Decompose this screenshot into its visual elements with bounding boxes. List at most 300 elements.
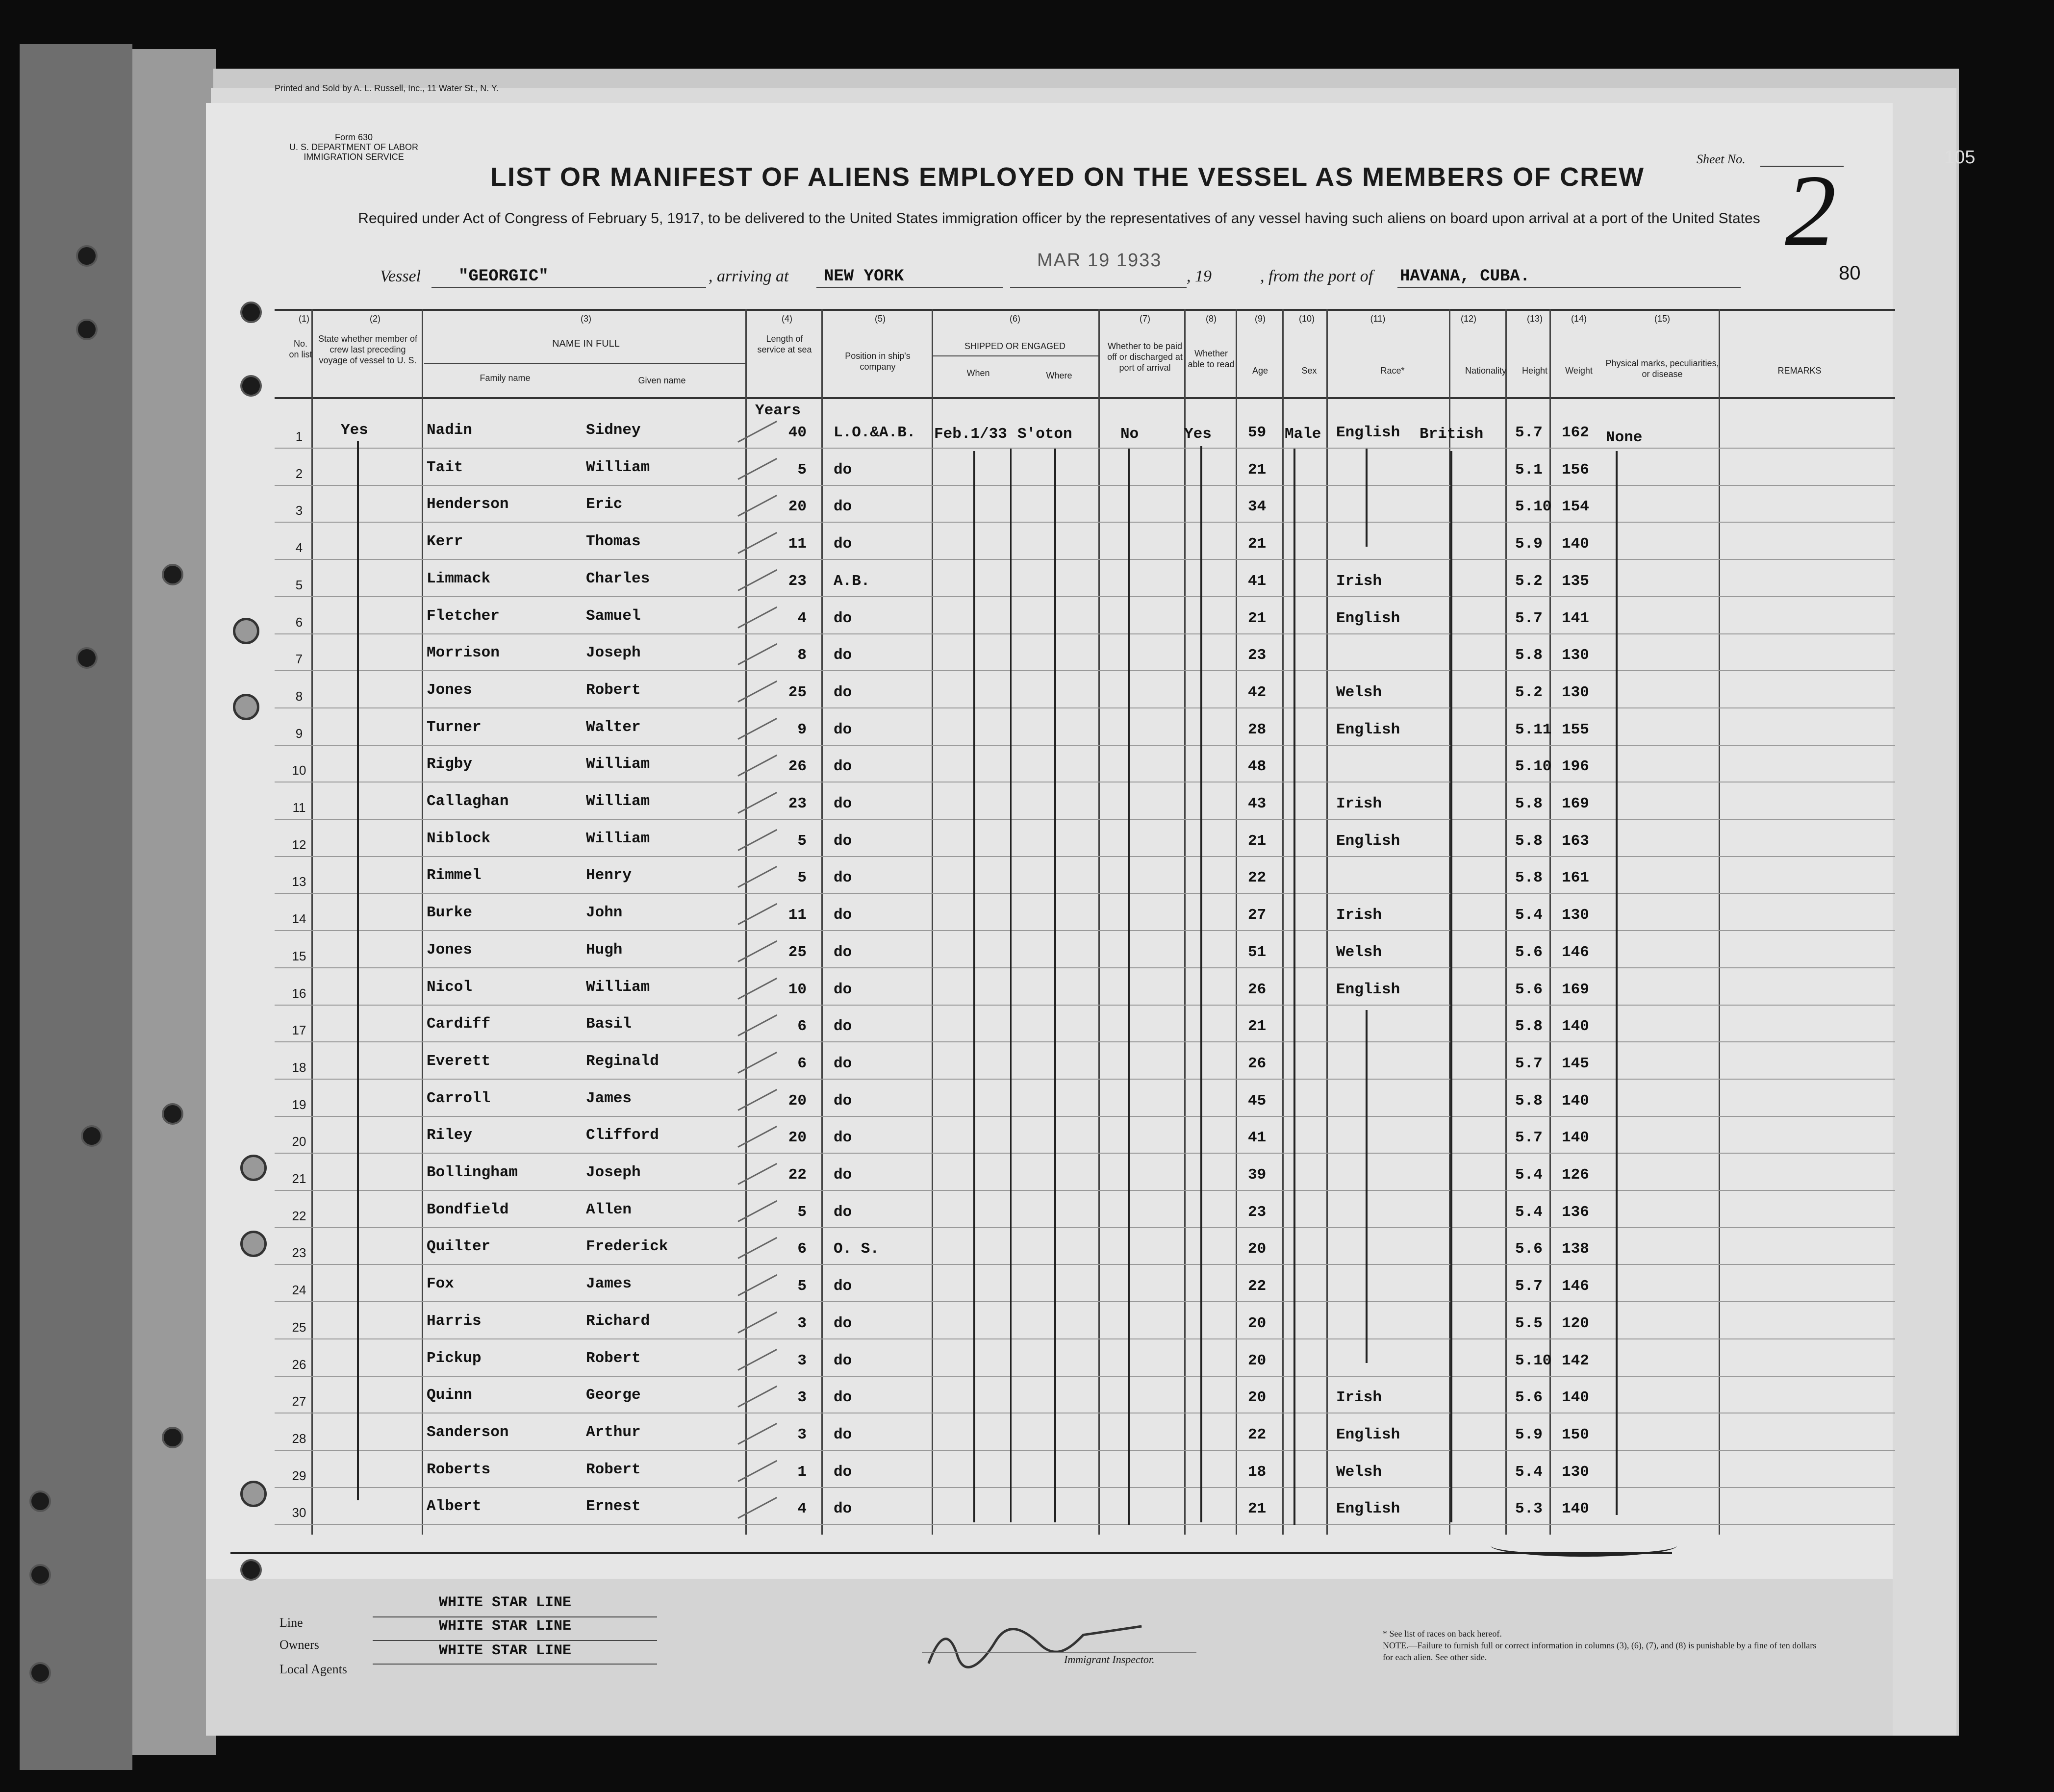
row-rule: [275, 1487, 1895, 1488]
given-name-cell: Allen: [586, 1201, 632, 1218]
name-header-rule: [424, 363, 745, 364]
arriving-port: NEW YORK: [824, 267, 904, 286]
race-cell: English: [1336, 609, 1400, 627]
punch-hole-icon: [162, 1103, 183, 1125]
family-name-cell: Fox: [427, 1275, 454, 1293]
column-number: (14): [1571, 314, 1587, 324]
row-rule: [275, 522, 1895, 523]
age-cell: 20: [1248, 1240, 1267, 1258]
punch-hole-icon: [29, 1662, 51, 1684]
row-number-cell: 25: [292, 1319, 306, 1335]
height-cell: 5.8: [1515, 1018, 1543, 1035]
row-number-cell: 17: [292, 1023, 306, 1038]
position-cell: do: [834, 1166, 852, 1184]
family-name-cell: Everett: [427, 1052, 491, 1070]
punch-hole-icon: [240, 302, 262, 323]
given-name-cell: Arthur: [586, 1423, 641, 1441]
row-number-cell: 1: [295, 429, 303, 444]
ditto-line: [1054, 449, 1056, 1522]
from-underline: [1397, 287, 1741, 288]
position-cell: do: [834, 1278, 852, 1295]
height-cell: 5.4: [1515, 1166, 1543, 1184]
col-name-in-full: NAME IN FULL: [552, 338, 620, 349]
service-years-cell: 23: [788, 572, 807, 590]
height-cell: 5.10: [1515, 758, 1552, 776]
service-years-cell: 8: [797, 647, 807, 664]
column-number: (13): [1526, 314, 1543, 324]
row-number-cell: 30: [292, 1505, 306, 1520]
service-years-cell: 20: [788, 1129, 807, 1147]
service-years-cell: 5: [797, 1203, 807, 1221]
family-name-cell: Albert: [427, 1498, 482, 1515]
position-cell: do: [834, 647, 852, 664]
row-rule: [275, 1153, 1895, 1154]
weight-cell: 140: [1562, 1129, 1589, 1147]
row-number-cell: 15: [292, 948, 306, 963]
given-name-cell: William: [586, 830, 650, 847]
col-physical-marks: Physical marks, peculiarities, or disease: [1605, 358, 1719, 379]
col-shipped: SHIPPED OR ENGAGED: [964, 341, 1066, 351]
page-number: 105: [1944, 147, 1976, 168]
age-cell: 41: [1248, 572, 1267, 590]
column-rule: [821, 309, 823, 1535]
column-rule: [1326, 309, 1328, 1535]
punch-hole-icon: [240, 375, 262, 397]
previous-voyage-value: Yes: [341, 422, 368, 439]
shipped-header-rule: [932, 355, 1098, 356]
col-when: When: [966, 368, 990, 378]
height-cell: 5.10: [1515, 498, 1552, 516]
position-cell: do: [834, 1314, 852, 1332]
row-number-cell: 24: [292, 1283, 306, 1298]
punch-hole-icon: [240, 1231, 267, 1257]
position-cell: do: [834, 1463, 852, 1481]
column-number: (4): [782, 314, 792, 324]
row-number-cell: 5: [295, 577, 303, 592]
col-able-read: Whether able to read: [1188, 349, 1235, 369]
height-cell: 5.6: [1515, 1389, 1543, 1407]
column-rule: [422, 309, 423, 1535]
height-cell: 5.8: [1515, 1092, 1543, 1110]
family-name-cell: Kerr: [427, 533, 463, 551]
family-name-cell: Limmack: [427, 570, 491, 587]
weight-cell: 156: [1562, 461, 1589, 479]
column-number: (3): [581, 314, 591, 324]
owners-value: WHITE STAR LINE: [439, 1618, 572, 1635]
position-cell: do: [834, 981, 852, 998]
age-cell: 43: [1248, 795, 1267, 812]
punch-hole-icon: [233, 694, 259, 720]
family-name-cell: Fletcher: [427, 607, 500, 625]
given-name-cell: James: [586, 1089, 632, 1107]
agents-underline: [373, 1664, 657, 1665]
col-family-name: Family name: [480, 373, 531, 383]
vessel-label: Vessel: [380, 267, 421, 285]
column-number: (5): [875, 314, 886, 324]
row-rule: [275, 448, 1895, 449]
row-number-cell: 10: [292, 763, 306, 778]
ditto-line: [1450, 451, 1452, 1522]
race-cell: English: [1336, 981, 1400, 998]
service-years-cell: 26: [788, 758, 807, 776]
position-cell: A.B.: [834, 572, 870, 590]
position-cell: do: [834, 869, 852, 887]
punch-hole-icon: [76, 319, 98, 340]
line-value: WHITE STAR LINE: [439, 1594, 572, 1611]
given-name-cell: Robert: [586, 1349, 641, 1367]
weight-cell: 141: [1562, 609, 1589, 627]
vessel-name: "GEORGIC": [458, 267, 549, 286]
family-name-cell: Quinn: [427, 1387, 473, 1404]
age-cell: 59: [1248, 424, 1267, 441]
row-rule: [275, 559, 1895, 560]
position-cell: L.O.&A.B.: [834, 424, 916, 441]
row-rule: [275, 893, 1895, 894]
height-cell: 5.7: [1515, 1278, 1543, 1295]
given-name-cell: Basil: [586, 1015, 632, 1033]
family-name-cell: Nadin: [427, 422, 473, 439]
row-number-cell: 3: [295, 503, 303, 518]
family-name-cell: Henderson: [427, 496, 509, 513]
weight-cell: 169: [1562, 795, 1589, 812]
age-cell: 21: [1248, 832, 1267, 850]
family-name-cell: Bollingham: [427, 1164, 518, 1181]
column-number: (15): [1654, 314, 1670, 324]
nationality-value: British: [1420, 426, 1484, 443]
col-nationality: Nationality: [1465, 366, 1507, 376]
race-cell: English: [1336, 1500, 1400, 1518]
height-cell: 5.2: [1515, 683, 1543, 701]
race-cell: Welsh: [1336, 683, 1382, 701]
given-name-cell: Thomas: [586, 533, 641, 551]
form-line: Form 630: [335, 132, 373, 142]
given-name-cell: William: [586, 978, 650, 996]
paid-off-value: No: [1120, 426, 1139, 443]
age-cell: 27: [1248, 907, 1267, 924]
sheet-no-value: 2: [1785, 154, 1836, 268]
ditto-line: [1128, 449, 1130, 1525]
row-rule: [275, 1338, 1895, 1339]
weight-cell: 150: [1562, 1426, 1589, 1443]
service-years-cell: 22: [788, 1166, 807, 1184]
owners-label: Owners: [279, 1638, 319, 1652]
printer-line: Printed and Sold by A. L. Russell, Inc., 11 Water St., N. Y.: [275, 83, 499, 93]
age-cell: 26: [1248, 981, 1267, 998]
col-where: Where: [1046, 371, 1072, 380]
service-years-cell: 3: [797, 1352, 807, 1369]
service-years-cell: 6: [797, 1018, 807, 1035]
given-name-cell: Frederick: [586, 1238, 668, 1256]
row-number-cell: 18: [292, 1060, 306, 1075]
given-name-cell: Charles: [586, 570, 650, 587]
row-number-cell: 9: [295, 726, 303, 741]
given-name-cell: William: [586, 756, 650, 773]
height-cell: 5.1: [1515, 461, 1543, 479]
row-rule: [275, 1190, 1895, 1191]
column-number: (12): [1460, 314, 1476, 324]
age-cell: 51: [1248, 943, 1267, 961]
form-line: IMMIGRATION SERVICE: [304, 152, 404, 162]
able-read-value: Yes: [1184, 426, 1212, 443]
position-cell: do: [834, 1426, 852, 1443]
family-name-cell: Cardiff: [427, 1015, 491, 1033]
position-cell: do: [834, 943, 852, 961]
service-years-cell: 3: [797, 1426, 807, 1443]
position-cell: do: [834, 832, 852, 850]
family-name-cell: Morrison: [427, 644, 500, 662]
ditto-underline: [1491, 1535, 1677, 1557]
punch-hole-icon: [233, 618, 259, 644]
date-stamp: MAR 19 1933: [1037, 250, 1162, 271]
arriving-label: , arriving at: [709, 267, 789, 285]
family-name-cell: Jones: [427, 941, 473, 959]
age-cell: 21: [1248, 535, 1267, 553]
given-name-cell: Richard: [586, 1312, 650, 1330]
height-cell: 5.10: [1515, 1352, 1552, 1369]
height-cell: 5.7: [1515, 424, 1543, 441]
service-years-cell: 6: [797, 1240, 807, 1258]
weight-cell: 138: [1562, 1240, 1589, 1258]
footnote-fine: NOTE.—Failure to furnish full or correct information in columns (3), (6), (7), and (8) is punishable by a fine of ten dollars for each alien. See other side.: [1383, 1641, 1817, 1662]
family-name-cell: Callaghan: [427, 793, 509, 810]
weight-cell: 130: [1562, 683, 1589, 701]
punch-hole-icon: [76, 647, 98, 669]
family-name-cell: Burke: [427, 904, 473, 922]
position-cell: do: [834, 1500, 852, 1518]
height-cell: 5.9: [1515, 535, 1543, 553]
age-cell: 21: [1248, 1018, 1267, 1035]
height-cell: 5.11: [1515, 721, 1552, 738]
given-name-cell: Robert: [586, 1461, 641, 1478]
weight-cell: 130: [1562, 647, 1589, 664]
col-age: Age: [1252, 366, 1268, 376]
weight-cell: 154: [1562, 498, 1589, 516]
age-cell: 22: [1248, 869, 1267, 887]
height-cell: 5.5: [1515, 1314, 1543, 1332]
given-name-cell: James: [586, 1275, 632, 1293]
column-rule: [1282, 309, 1284, 1535]
col-no-on-list: No. on list: [289, 339, 312, 359]
age-cell: 45: [1248, 1092, 1267, 1110]
weight-cell: 155: [1562, 721, 1589, 738]
row-number-cell: 14: [292, 911, 306, 927]
service-years-cell: 20: [788, 498, 807, 516]
column-number: (7): [1140, 314, 1150, 324]
age-cell: 18: [1248, 1463, 1267, 1481]
ditto-line: [1366, 449, 1368, 547]
column-rule: [1098, 309, 1100, 1535]
age-cell: 48: [1248, 758, 1267, 776]
page-title: LIST OR MANIFEST OF ALIENS EMPLOYED ON THE VESSEL AS MEMBERS OF CREW: [490, 162, 1645, 192]
row-number-cell: 4: [295, 540, 303, 555]
height-cell: 5.9: [1515, 1426, 1543, 1443]
height-cell: 5.6: [1515, 981, 1543, 998]
inspector-label: Immigrant Inspector.: [1064, 1653, 1155, 1666]
age-cell: 34: [1248, 498, 1267, 516]
position-cell: do: [834, 1092, 852, 1110]
years-label: Years: [755, 402, 801, 419]
column-number: (2): [370, 314, 380, 324]
shipped-when-value: Feb.1/33: [934, 426, 1007, 443]
row-number-cell: 7: [295, 652, 303, 667]
service-years-cell: 4: [797, 609, 807, 627]
given-name-cell: Eric: [586, 496, 623, 513]
weight-cell: 140: [1562, 535, 1589, 553]
position-cell: do: [834, 758, 852, 776]
ditto-line: [1293, 449, 1295, 1525]
given-name-cell: William: [586, 793, 650, 810]
row-number-cell: 29: [292, 1468, 306, 1483]
service-years-cell: 5: [797, 1278, 807, 1295]
punch-hole-icon: [240, 1559, 262, 1581]
weight-cell: 145: [1562, 1055, 1589, 1072]
position-cell: do: [834, 1018, 852, 1035]
height-cell: 5.2: [1515, 572, 1543, 590]
height-cell: 5.3: [1515, 1500, 1543, 1518]
ditto-line: [1010, 449, 1012, 1522]
column-rule: [932, 309, 933, 1535]
family-name-cell: Jones: [427, 681, 473, 699]
binder-sheet-middle: [132, 49, 216, 1755]
row-rule: [275, 1524, 1895, 1525]
page-subtitle: Required under Act of Congress of February 5, 1917, to be delivered to the United States immigration officer by the representatives of any vessel having such aliens on board upon arrival at a port of the United States: [358, 210, 1760, 227]
row-number-cell: 6: [295, 614, 303, 630]
age-cell: 26: [1248, 1055, 1267, 1072]
weight-cell: 130: [1562, 1463, 1589, 1481]
service-years-cell: 5: [797, 869, 807, 887]
family-name-cell: Sanderson: [427, 1423, 509, 1441]
height-cell: 5.6: [1515, 943, 1543, 961]
position-cell: O. S.: [834, 1240, 880, 1258]
height-cell: 5.4: [1515, 907, 1543, 924]
position-cell: do: [834, 461, 852, 479]
height-cell: 5.6: [1515, 1240, 1543, 1258]
given-name-cell: Sidney: [586, 422, 641, 439]
race-cell: Irish: [1336, 795, 1382, 812]
service-years-cell: 5: [797, 832, 807, 850]
given-name-cell: Samuel: [586, 607, 641, 625]
service-years-cell: 5: [797, 461, 807, 479]
date-underline: [1010, 287, 1187, 288]
row-number-cell: 12: [292, 837, 306, 852]
family-name-cell: Tait: [427, 458, 463, 476]
column-rule: [1549, 309, 1551, 1535]
shipped-where-value: S'oton: [1017, 426, 1072, 443]
line-label: Line: [279, 1615, 303, 1630]
given-name-cell: George: [586, 1387, 641, 1404]
given-name-cell: Reginald: [586, 1052, 659, 1070]
row-rule: [275, 745, 1895, 746]
ditto-line: [357, 441, 359, 1500]
form-line: U. S. DEPARTMENT OF LABOR: [289, 142, 419, 152]
race-cell: English: [1336, 1426, 1400, 1443]
from-label: , from the port of: [1260, 267, 1373, 285]
race-cell: Welsh: [1336, 943, 1382, 961]
height-cell: 5.4: [1515, 1463, 1543, 1481]
row-rule: [275, 485, 1895, 486]
col-length-service: Length of service at sea: [757, 334, 812, 354]
punch-hole-icon: [162, 564, 183, 585]
given-name-cell: Ernest: [586, 1498, 641, 1515]
folio-number: 80: [1839, 262, 1861, 284]
weight-cell: 146: [1562, 1278, 1589, 1295]
row-rule: [275, 819, 1895, 820]
position-cell: do: [834, 1129, 852, 1147]
age-cell: 41: [1248, 1129, 1267, 1147]
age-cell: 42: [1248, 683, 1267, 701]
height-cell: 5.7: [1515, 1055, 1543, 1072]
service-years-cell: 23: [788, 795, 807, 812]
family-name-cell: Pickup: [427, 1349, 482, 1367]
row-rule: [275, 1005, 1895, 1006]
column-number: (6): [1010, 314, 1020, 324]
age-cell: 23: [1248, 647, 1267, 664]
weight-cell: 162: [1562, 424, 1589, 441]
service-years-cell: 1: [797, 1463, 807, 1481]
col-previous-voyage: State whether member of crew last preceding voyage of vessel to U. S.: [318, 334, 418, 365]
form-number: [289, 132, 418, 162]
row-number-cell: 27: [292, 1394, 306, 1409]
position-cell: do: [834, 609, 852, 627]
column-number: (8): [1206, 314, 1217, 324]
age-cell: 22: [1248, 1278, 1267, 1295]
race-cell: English: [1336, 721, 1400, 738]
position-cell: do: [834, 1352, 852, 1369]
row-rule: [275, 1116, 1895, 1117]
col-given-name: Given name: [638, 376, 686, 385]
race-cell: Irish: [1336, 572, 1382, 590]
weight-cell: 120: [1562, 1314, 1589, 1332]
service-years-cell: 40: [788, 424, 807, 441]
given-name-cell: Hugh: [586, 941, 623, 959]
table-bottom-rule: [230, 1552, 1672, 1554]
position-cell: do: [834, 683, 852, 701]
row-number-cell: 19: [292, 1097, 306, 1112]
position-cell: do: [834, 795, 852, 812]
given-name-cell: Joseph: [586, 644, 641, 662]
column-rule: [745, 309, 747, 1535]
row-rule: [275, 1301, 1895, 1302]
height-cell: 5.7: [1515, 1129, 1543, 1147]
column-rule: [1505, 309, 1507, 1535]
given-name-cell: John: [586, 904, 623, 922]
weight-cell: 140: [1562, 1500, 1589, 1518]
row-number-cell: 13: [292, 874, 306, 889]
agents-label: Local Agents: [279, 1662, 347, 1676]
service-years-cell: 10: [788, 981, 807, 998]
row-rule: [275, 707, 1895, 708]
row-number-cell: 16: [292, 985, 306, 1001]
row-rule: [275, 670, 1895, 671]
family-name-cell: Bondfield: [427, 1201, 509, 1218]
ditto-line: [1200, 446, 1202, 1522]
age-cell: 22: [1248, 1426, 1267, 1443]
row-number-cell: 2: [295, 466, 303, 481]
age-cell: 21: [1248, 609, 1267, 627]
height-cell: 5.7: [1515, 609, 1543, 627]
row-number-cell: 22: [292, 1208, 306, 1223]
given-name-cell: Joseph: [586, 1164, 641, 1181]
position-cell: do: [834, 907, 852, 924]
position-cell: do: [834, 1055, 852, 1072]
row-number-cell: 8: [295, 688, 303, 704]
family-name-cell: Niblock: [427, 830, 491, 847]
arriving-underline: [816, 287, 1003, 288]
punch-hole-icon: [240, 1481, 267, 1507]
ditto-line: [1366, 1010, 1368, 1363]
punch-hole-icon: [29, 1490, 51, 1512]
given-name-cell: Henry: [586, 867, 632, 884]
